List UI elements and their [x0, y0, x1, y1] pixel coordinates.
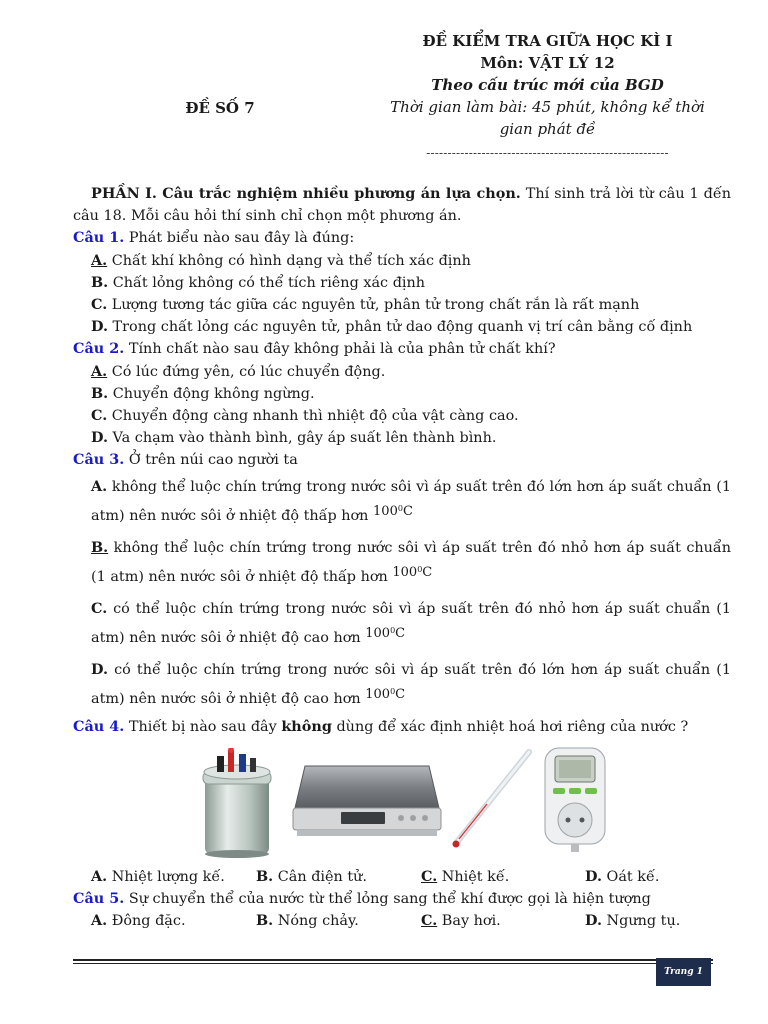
option-2c: [73, 405, 731, 427]
question-text: Sự chuyển thể của nước từ thể lỏng sang thể khí được gọi là hiện tượng: [124, 890, 651, 907]
question-label: Câu 1.: [73, 229, 125, 247]
option-label: B.: [256, 867, 274, 885]
question-text: Ở trên núi cao người ta: [124, 452, 298, 469]
option-text: Nhiệt lượng kế.: [107, 868, 225, 885]
exam-time-line2: gian phát đề: [499, 120, 596, 138]
option-5b: [256, 910, 359, 932]
exam-subject: Môn: VẬT LÝ 12: [480, 54, 615, 72]
part1-intro: [73, 183, 731, 227]
option-4c: [421, 866, 509, 888]
option-5d: [585, 910, 680, 932]
temperature-formula: $100^0C$: [392, 565, 433, 581]
part1-heading: PHẦN I. Câu trắc nghiệm nhiều phương án lựa chọn.: [91, 185, 521, 202]
option-text: Chuyển động càng nhanh thì nhiệt độ của vật càng cao.: [107, 408, 519, 425]
exam-time-line1: Thời gian làm bài: 45 phút, không kể thời: [390, 98, 705, 116]
option-label: B.: [91, 538, 109, 556]
option-1d: [73, 316, 731, 338]
exam-code: ĐỀ SỐ 7: [185, 99, 255, 117]
option-2d: [73, 427, 731, 449]
option-text: Chất lỏng không có thể tích riêng xác định: [108, 274, 426, 291]
option-3d: [73, 655, 731, 716]
option-text: Chất khí không có hình dạng và thể tích xác định: [107, 252, 471, 269]
equipment-images: [73, 746, 731, 860]
option-1b: [73, 272, 731, 294]
option-text: có thể luộc chín trứng trong nước sôi vì áp suất trên đó lớn hơn áp suất chuẩn (1 atm) nên nước sôi ở nhiệt độ cao hơn: [91, 661, 731, 708]
option-label: D.: [585, 912, 602, 930]
question-label: Câu 3.: [73, 451, 125, 469]
exam-structure: Theo cấu trúc mới của BGD: [431, 76, 664, 94]
option-label: C.: [91, 407, 108, 425]
question-text: Phát biểu nào sau đây là đúng:: [124, 230, 355, 247]
option-text: Có lúc đứng yên, có lúc chuyển động.: [107, 363, 386, 380]
question-5-options: [73, 910, 731, 932]
question-4-options: [73, 866, 731, 888]
option-label: D.: [91, 429, 108, 447]
option-label: B.: [91, 384, 109, 402]
question-text: Thiết bị nào sau đây: [124, 718, 282, 735]
option-text: Chuyển động không ngừng.: [108, 385, 315, 402]
option-label: D.: [585, 867, 602, 885]
question-3: [73, 449, 731, 471]
exam-title: ĐỀ KIỂM TRA GIỮA HỌC KÌ I: [422, 32, 673, 50]
question-5: [73, 888, 731, 910]
option-4b: [256, 866, 367, 888]
option-label: C.: [421, 867, 438, 885]
question-label: Câu 2.: [73, 340, 125, 358]
option-1a: [73, 250, 731, 272]
calorimeter-image: [199, 748, 275, 858]
thermometer-image: [447, 746, 537, 854]
option-text: Nóng chảy.: [273, 913, 359, 930]
option-4a: [91, 866, 225, 888]
option-label: C.: [91, 296, 108, 314]
question-emphasis: không: [281, 717, 332, 735]
option-label: C.: [91, 599, 108, 617]
option-text: Nhiệt kế.: [437, 868, 510, 885]
option-label: B.: [91, 273, 109, 291]
option-text: Oát kế.: [601, 868, 660, 885]
option-3c: [73, 594, 731, 655]
question-4: [73, 716, 731, 738]
option-text: không thể luộc chín trứng trong nước sôi vì áp suất trên đó nhỏ hơn áp suất chuẩn (1 atm) nên nước sôi ở nhiệt độ thấp hơn: [91, 539, 731, 586]
option-label: C.: [421, 912, 438, 930]
wattmeter-image: [539, 746, 611, 854]
exam-content: [73, 183, 731, 932]
option-text: Cân điện tử.: [273, 868, 367, 885]
temperature-formula: $100^0C$: [373, 504, 413, 520]
option-text: Lượng tương tác giữa các nguyên tử, phân tử trong chất rắn là rất mạnh: [107, 297, 640, 314]
option-label: A.: [91, 362, 108, 380]
option-label: A.: [91, 867, 108, 885]
temperature-formula: $100^0C$: [365, 687, 406, 703]
question-text: Tính chất nào sau đây không phải là của phân tử chất khí?: [124, 341, 556, 358]
electronic-scale-image: [291, 760, 443, 848]
part1-instructions: Thí sinh trả lời từ câu 1 đến câu 18. Mỗi câu hỏi thí sinh chỉ chọn một phương án.: [73, 186, 731, 225]
option-label: D.: [91, 318, 108, 336]
header-divider: ---------------------------------------------------------: [426, 146, 669, 160]
option-label: B.: [256, 912, 274, 930]
page-number-badge: Trang 1: [656, 958, 711, 986]
option-4d: [585, 866, 659, 888]
question-text: dùng để xác định nhiệt hoá hơi riêng của nước ?: [331, 718, 689, 735]
option-label: A.: [91, 477, 108, 495]
option-text: không thể luộc chín trứng trong nước sôi vì áp suất trên đó lớn hơn áp suất chuẩn (1 atm) nên nước sôi ở nhiệt độ thấp hơn: [91, 478, 731, 525]
option-2a: [73, 361, 731, 383]
option-3b: [73, 533, 731, 594]
exam-header: [0, 30, 768, 165]
question-1: [73, 227, 731, 249]
option-text: Trong chất lỏng các nguyên tử, phân tử dao động quanh vị trí cân bằng cố định: [107, 319, 693, 336]
option-text: Ngưng tụ.: [601, 913, 681, 930]
exam-title-block: [370, 30, 725, 164]
option-text: Va chạm vào thành bình, gây áp suất lên thành bình.: [107, 430, 497, 447]
option-5c: [421, 910, 501, 932]
option-2b: [73, 383, 731, 405]
question-2: [73, 338, 731, 360]
footer-rule-thin: [73, 963, 713, 964]
option-1c: [73, 294, 731, 316]
question-label: Câu 5.: [73, 889, 125, 907]
option-5a: [91, 910, 186, 932]
question-label: Câu 4.: [73, 717, 125, 735]
option-text: có thể luộc chín trứng trong nước sôi vì áp suất trên đó nhỏ hơn áp suất chuẩn (1 atm) nên nước sôi ở nhiệt độ cao hơn: [91, 600, 731, 647]
option-label: A.: [91, 251, 108, 269]
option-3a: [73, 472, 731, 533]
option-label: A.: [91, 912, 108, 930]
temperature-formula: $100^0C$: [365, 626, 406, 642]
option-label: D.: [91, 660, 108, 678]
footer-rule: [73, 959, 713, 961]
option-text: Bay hơi.: [437, 913, 501, 930]
option-text: Đông đặc.: [107, 913, 186, 930]
